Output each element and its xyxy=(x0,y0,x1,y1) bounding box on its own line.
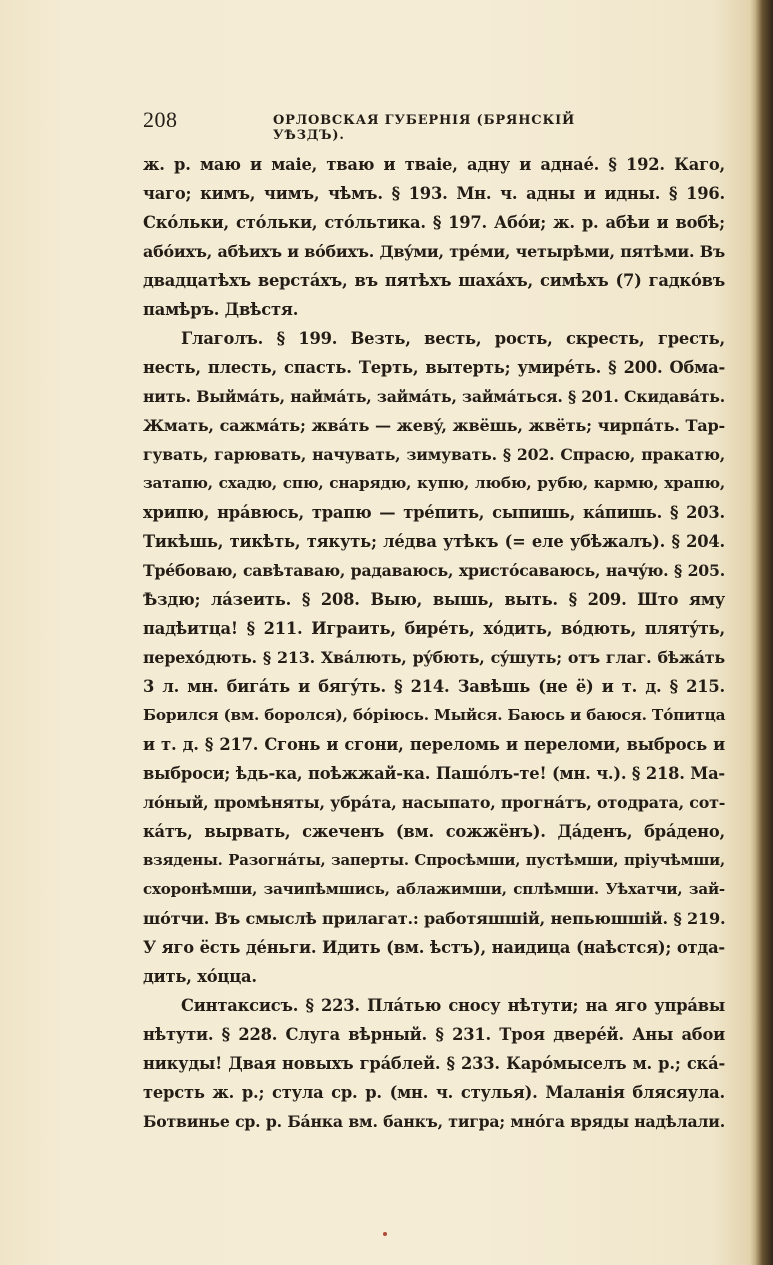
text-line: Скóльки, стóльки, стóльтика. § 197. Абóи; ж. р. абѣи и вобѣ; xyxy=(143,213,725,232)
text-line: никуды! Двая новыхъ грáблей. § 233. Карóмыселъ м. р.; скá- xyxy=(143,1054,725,1073)
paragraph-verb xyxy=(143,324,725,991)
text-line: взядены. Разогнáты, заперты. Спросѣмши, пустѣмши, пріучѣмши, xyxy=(143,851,725,869)
text-line: чаго; кимъ, чимъ, чѣмъ. § 193. Мн. ч. адны и идны. § 196. xyxy=(143,184,725,203)
text-line: памѣръ. Двѣстя. xyxy=(143,300,299,319)
body-text xyxy=(143,150,725,1136)
text-line: дить, хóцца. xyxy=(143,967,257,986)
paragraph-syntax xyxy=(143,991,725,1136)
page-header xyxy=(143,107,603,143)
text-line: терсть ж. р.; стула ср. р. (мн. ч. стулья). Маланія блясяула. xyxy=(143,1083,725,1102)
text-line: несть, плесть, спасть. Терть, вытерть; умирéть. § 200. Обма- xyxy=(143,358,725,377)
text-line: падѣитца! § 211. Играить, бирéть, хóдить, вóдють, плятýть, xyxy=(143,619,725,638)
text-line: ж. р. маю и маіе, тваю и тваіе, адну и аднаé. § 192. Каго, xyxy=(143,155,725,174)
running-head: ОРЛОВСКАЯ ГУБЕРНІЯ (БРЯНСКІЙ УѢЗДЪ). xyxy=(273,113,576,143)
text-line: Синтаксисъ. § 223. Плáтью сносу нѣтути; на яго упрáвы xyxy=(181,996,725,1015)
text-line: Борился (вм. боролся), бóріюсь. Мыйся. Баюсь и баюся. Тóпитца xyxy=(143,706,726,724)
book-spine-edge xyxy=(755,0,773,1265)
text-line: абóихъ, абѣихъ и вóбихъ. Двýми, трéми, четырѣми, пятѣми. Въ xyxy=(143,242,725,261)
text-line: Ботвинье ср. р. Бáнка вм. банкъ, тигра; мнóга вряды надѣлали. xyxy=(143,1112,725,1131)
text-line: Трéбоваю, савѣтаваю, радаваюсь, христóсаваюсь, начýю. § 205. xyxy=(143,561,725,580)
text-line: Тикѣшь, тикѣть, тякуть; лéдва утѣкъ (= еле убѣжалъ). § 204. xyxy=(143,532,725,551)
text-line: нить. Выймáть, наймáть, займáть, займáться. § 201. Скидавáть. xyxy=(143,387,725,406)
text-line: хрипю, нрáвюсь, трапю — трéпить, сыпишь, кáпишь. § 203. xyxy=(143,503,725,522)
text-line: схоронѣмши, зачипѣмшись, аблажимши, сплѣмши. Уѣхатчи, зай- xyxy=(143,880,725,898)
text-line: перехóдють. § 213. Хвáлють, рýбють, сýшуть; отъ глаг. бѣжáть xyxy=(143,648,725,667)
text-line: шóтчи. Въ смыслѣ прилагат.: работяшшій, непьюшшій. § 219. xyxy=(143,909,726,928)
ink-speck-decoration xyxy=(383,1232,387,1236)
text-line: кáтъ, вырвать, сжеченъ (вм. сожжёнъ). Дáденъ, брáдено, xyxy=(143,822,725,841)
text-line: Жмать, сажмáть; жвáть — жевý, жвёшь, жвёть; чирпáть. Тар- xyxy=(143,416,725,435)
text-line: лóный, промѣняты, убрáта, насыпато, прогнáтъ, отодрата, сот- xyxy=(143,793,726,812)
text-line: нѣтути. § 228. Слуга вѣрный. § 231. Троя дверéй. Аны абои xyxy=(143,1025,725,1044)
text-line: затапю, схадю, спю, снарядю, купю, любю, рубю, кармю, храпю, xyxy=(143,474,725,492)
text-line: Ѣздю; лáзеить. § 208. Выю, вышь, выть. § 209. Што яму xyxy=(143,590,725,609)
page-number: 208 xyxy=(143,107,178,132)
text-line: Глаголъ. § 199. Везть, весть, рость, скресть, гресть, xyxy=(181,329,725,348)
text-line: выброси; ѣдь-ка, поѣжжай-ка. Пашóлъ-те! (мн. ч.). § 218. Ма- xyxy=(143,764,725,783)
text-line: двадцатѣхъ верстáхъ, въ пятѣхъ шахáхъ, симѣхъ (7) гадкóвъ xyxy=(143,271,725,290)
text-line: У яго ёсть дéньги. Идить (вм. ѣстъ), наидица (наѣстся); отда- xyxy=(143,938,725,957)
paragraph-pronouns xyxy=(143,150,725,324)
text-line: и т. д. § 217. Сгонь и сгони, переломь и переломи, выбрось и xyxy=(143,735,725,754)
text-line: гувать, гарювать, начувать, зимувать. § 202. Спрасю, пракатю, xyxy=(143,445,725,464)
text-line: 3 л. мн. бигáть и бягýть. § 214. Завѣшь (не ё) и т. д. § 215. xyxy=(143,677,725,696)
